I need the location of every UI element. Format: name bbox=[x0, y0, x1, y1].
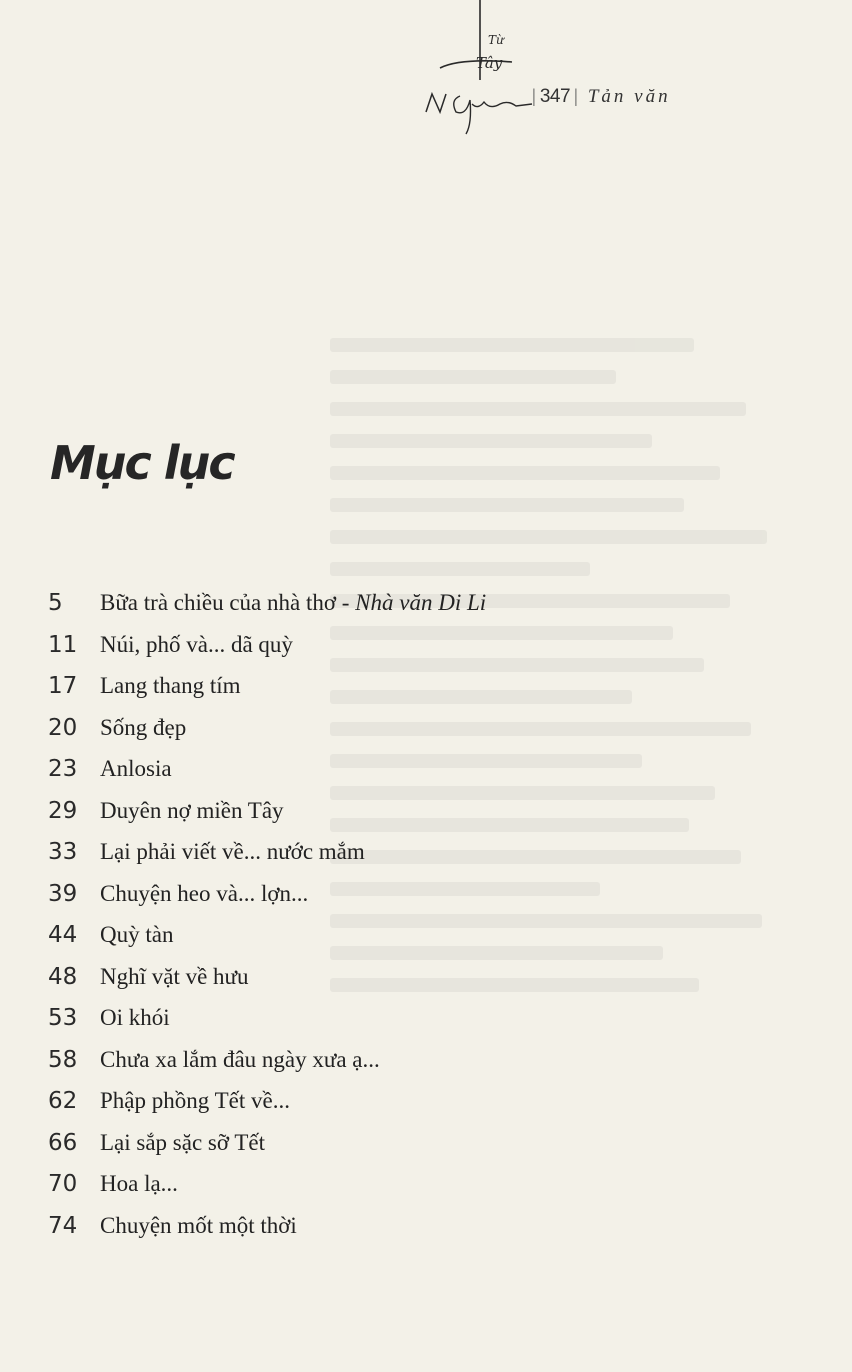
toc-entry bbox=[48, 922, 668, 964]
toc-title: Sống đẹp bbox=[100, 714, 187, 740]
toc-author: Nhà văn Di Li bbox=[355, 590, 487, 615]
toc-page-number: 17 bbox=[48, 673, 78, 699]
toc-page-number: 62 bbox=[48, 1088, 78, 1114]
table-of-contents bbox=[48, 590, 668, 1254]
toc-page-number: 66 bbox=[48, 1129, 78, 1156]
toc-entry bbox=[48, 756, 668, 798]
toc-page-number: 70 bbox=[48, 1171, 78, 1197]
page-title: Mục lục bbox=[50, 436, 234, 490]
toc-title: Chuyện mốt một thời bbox=[100, 1212, 297, 1238]
toc-entry bbox=[48, 1005, 668, 1047]
toc-page-number: 53 bbox=[48, 1005, 78, 1031]
toc-title: Núi, phố và... dã quỳ bbox=[100, 631, 293, 657]
running-header bbox=[420, 0, 840, 140]
toc-title: Oi khói bbox=[100, 1005, 170, 1030]
toc-title: Bữa trà chiều của nhà thơ - Nhà văn Di Li bbox=[100, 590, 487, 615]
toc-title: Lang thang tím bbox=[100, 673, 241, 698]
toc-title: Lại phải viết về... nước mắm bbox=[100, 839, 365, 864]
toc-page-number: 44 bbox=[48, 922, 78, 948]
toc-entry bbox=[48, 839, 668, 881]
toc-page-number: 20 bbox=[48, 714, 78, 741]
toc-entry bbox=[48, 1047, 668, 1089]
toc-entry bbox=[48, 798, 668, 840]
toc-title: Chưa xa lắm đâu ngày xưa ạ... bbox=[100, 1046, 380, 1072]
toc-page-number: 5 bbox=[48, 590, 63, 616]
toc-page-number: 29 bbox=[48, 797, 78, 824]
book-logo bbox=[420, 0, 535, 135]
svg-text:Từ: Từ bbox=[488, 33, 504, 47]
toc-entry bbox=[48, 1130, 668, 1172]
toc-entry bbox=[48, 964, 668, 1006]
svg-text:Tây: Tây bbox=[476, 54, 503, 72]
toc-title: Chuyện heo và... lợn... bbox=[100, 880, 309, 906]
toc-entry bbox=[48, 1088, 668, 1130]
section-name: Tản văn bbox=[587, 86, 671, 107]
toc-page-number: 48 bbox=[48, 963, 78, 990]
toc-page-number: 58 bbox=[48, 1046, 78, 1073]
toc-entry bbox=[48, 632, 668, 674]
toc-entry bbox=[48, 881, 668, 923]
toc-title: Quỳ tàn bbox=[100, 922, 174, 947]
page-number: 347 bbox=[539, 86, 571, 107]
toc-title: Hoa lạ... bbox=[100, 1171, 178, 1196]
toc-page-number: 11 bbox=[48, 631, 78, 658]
toc-title: Nghĩ vặt về hưu bbox=[100, 963, 249, 989]
toc-page-number: 33 bbox=[48, 839, 78, 865]
toc-entry bbox=[48, 1213, 668, 1255]
header-meta: | 347 | Tản văn bbox=[532, 86, 671, 107]
toc-entry bbox=[48, 715, 668, 757]
toc-entry bbox=[48, 1171, 668, 1213]
toc-page-number: 23 bbox=[48, 756, 78, 782]
toc-title: Phập phồng Tết về... bbox=[100, 1088, 290, 1113]
toc-title: Duyên nợ miền Tây bbox=[100, 797, 284, 823]
toc-title: Lại sắp sặc sỡ Tết bbox=[100, 1129, 266, 1155]
toc-page-number: 74 bbox=[48, 1212, 78, 1239]
toc-entry bbox=[48, 590, 668, 632]
toc-title: Anlosia bbox=[100, 756, 172, 781]
toc-entry bbox=[48, 673, 668, 715]
toc-page-number: 39 bbox=[48, 880, 78, 907]
